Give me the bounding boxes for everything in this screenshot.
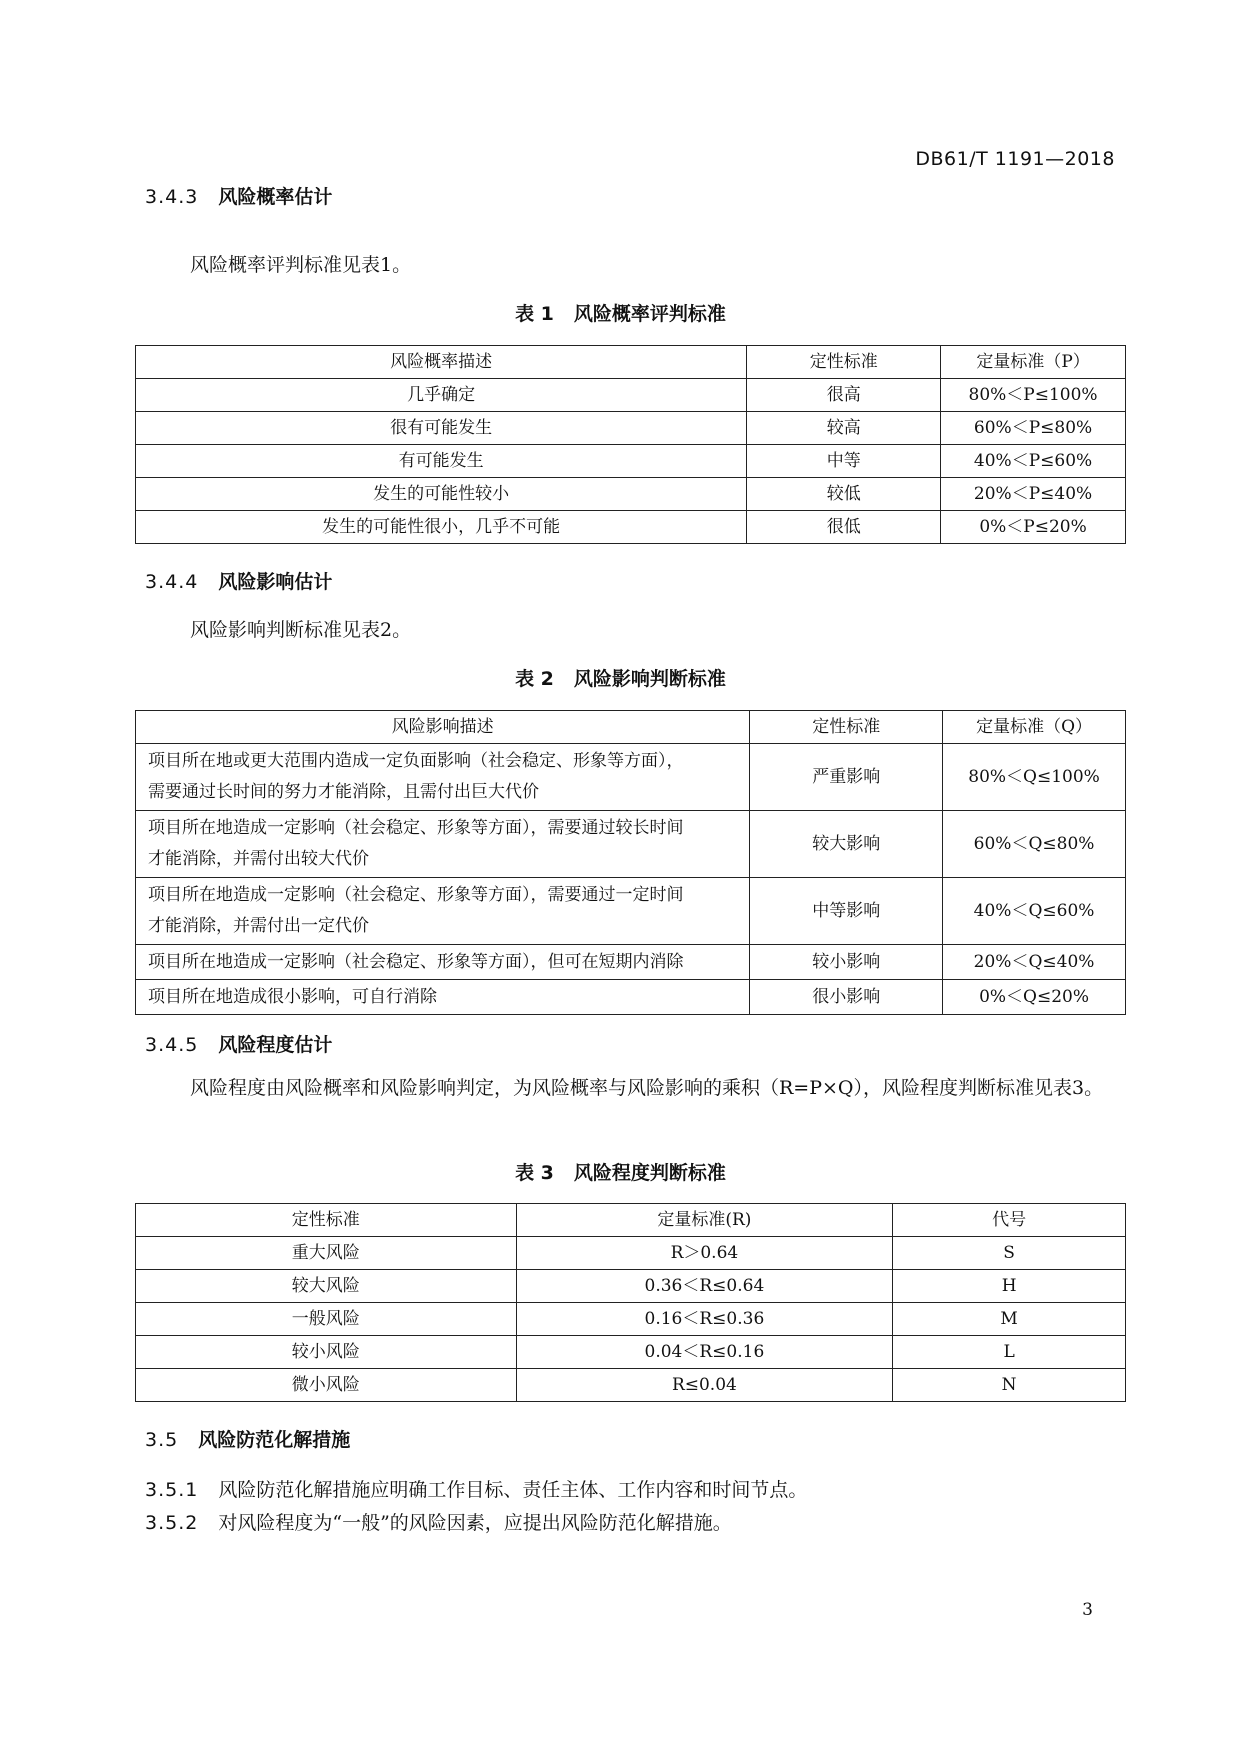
cell-line: 项目所在地或更大范围内造成一定负面影响（社会稳定、形象等方面）， <box>148 751 684 771</box>
table-2-impact <box>135 710 1126 1015</box>
table-cell <box>136 744 750 811</box>
cell-line: 项目所在地造成一定影响（社会稳定、形象等方面），需要通过一定时间 <box>148 885 684 905</box>
column-header: 定性标准 <box>136 1204 517 1237</box>
table-cell: 20%＜P≤40% <box>941 478 1126 511</box>
table-cell: R≤0.04 <box>516 1369 893 1402</box>
table-row <box>136 1336 1126 1369</box>
cell-line: 才能消除，并需付出较大代价 <box>148 849 369 869</box>
cell-line: 项目所在地造成一定影响（社会稳定、形象等方面），需要通过较长时间 <box>148 818 684 838</box>
table-cell: 很低 <box>747 511 941 544</box>
table-row <box>136 878 1126 945</box>
table-cell: 较小影响 <box>750 945 943 980</box>
table-row <box>136 412 1126 445</box>
clause-3-5-1 <box>145 1475 807 1502</box>
table-cell: H <box>893 1270 1126 1303</box>
table-row <box>136 945 1126 980</box>
table-cell: 较高 <box>747 412 941 445</box>
column-header: 风险概率描述 <box>136 346 747 379</box>
section-number: 3.5 <box>145 1429 179 1451</box>
table-3-caption <box>0 1158 1241 1185</box>
column-header: 定性标准 <box>747 346 941 379</box>
table-cell: 0.04＜R≤0.16 <box>516 1336 893 1369</box>
table-cell: 微小风险 <box>136 1369 517 1402</box>
paragraph-3-4-3: 风险概率评判标准见表1。 <box>190 254 412 276</box>
table-cell: 60%＜Q≤80% <box>943 811 1126 878</box>
table-header-row <box>136 1204 1126 1237</box>
table-row <box>136 1270 1126 1303</box>
table-cell: 很小影响 <box>750 980 943 1015</box>
table-cell: 较大风险 <box>136 1270 517 1303</box>
clause-number: 3.5.2 <box>145 1512 199 1534</box>
clause-text: 风险防范化解措施应明确工作目标、责任主体、工作内容和时间节点。 <box>218 1479 808 1501</box>
caption-number: 表 2 <box>515 668 554 690</box>
section-heading-3-4-3 <box>145 182 332 209</box>
table-row <box>136 478 1126 511</box>
table-cell: L <box>893 1336 1126 1369</box>
column-header: 风险影响描述 <box>136 711 750 744</box>
clause-3-5-2 <box>145 1508 732 1535</box>
column-header: 定量标准(R) <box>516 1204 893 1237</box>
table-cell: 发生的可能性较小 <box>136 478 747 511</box>
table-cell: 项目所在地造成很小影响，可自行消除 <box>136 980 750 1015</box>
table-cell: 项目所在地造成一定影响（社会稳定、形象等方面），但可在短期内消除 <box>136 945 750 980</box>
section-number: 3.4.5 <box>145 1034 199 1056</box>
table-header-row <box>136 346 1126 379</box>
table-row <box>136 445 1126 478</box>
table-row <box>136 511 1126 544</box>
table-cell: 一般风险 <box>136 1303 517 1336</box>
table-row <box>136 980 1126 1015</box>
document-number: DB61/T 1191—2018 <box>915 148 1115 170</box>
table-cell: 发生的可能性很小，几乎不可能 <box>136 511 747 544</box>
table-cell: 0%＜Q≤20% <box>943 980 1126 1015</box>
table-cell: 40%＜Q≤60% <box>943 878 1126 945</box>
paragraph-3-4-5: 风险程度由风险概率和风险影响判定，为风险概率与风险影响的乘积（R=P×Q），风险程度判断标准见表3。 <box>190 1077 1104 1099</box>
table-row <box>136 1237 1126 1270</box>
table-cell <box>136 878 750 945</box>
caption-title: 风险影响判断标准 <box>573 668 726 690</box>
table-2-caption <box>0 664 1241 691</box>
table-cell: 20%＜Q≤40% <box>943 945 1126 980</box>
table-cell: R＞0.64 <box>516 1237 893 1270</box>
caption-number: 表 3 <box>515 1162 554 1184</box>
caption-title: 风险程度判断标准 <box>573 1162 726 1184</box>
paragraph-3-4-4: 风险影响判断标准见表2。 <box>190 619 412 641</box>
table-header-row <box>136 711 1126 744</box>
section-title: 风险概率估计 <box>218 186 333 208</box>
table-cell: M <box>893 1303 1126 1336</box>
table-cell: 中等 <box>747 445 941 478</box>
table-row <box>136 744 1126 811</box>
table-cell: 很高 <box>747 379 941 412</box>
cell-line: 才能消除，并需付出一定代价 <box>148 916 369 936</box>
cell-line: 需要通过长时间的努力才能消除，且需付出巨大代价 <box>148 782 539 802</box>
clause-number: 3.5.1 <box>145 1479 199 1501</box>
column-header: 代号 <box>893 1204 1126 1237</box>
table-3-risk-level <box>135 1203 1126 1402</box>
table-cell <box>136 811 750 878</box>
table-cell: 较大影响 <box>750 811 943 878</box>
table-cell: 较低 <box>747 478 941 511</box>
table-cell: 40%＜P≤60% <box>941 445 1126 478</box>
table-row <box>136 811 1126 878</box>
table-cell: 80%＜P≤100% <box>941 379 1126 412</box>
table-cell: 0.16＜R≤0.36 <box>516 1303 893 1336</box>
table-cell: 重大风险 <box>136 1237 517 1270</box>
section-title: 风险影响估计 <box>218 571 333 593</box>
caption-title: 风险概率评判标准 <box>573 303 726 325</box>
table-cell: N <box>893 1369 1126 1402</box>
column-header: 定量标准（Q） <box>943 711 1126 744</box>
table-cell: 有可能发生 <box>136 445 747 478</box>
clause-text: 对风险程度为“一般”的风险因素，应提出风险防范化解措施。 <box>218 1512 732 1534</box>
table-1-probability <box>135 345 1126 544</box>
table-row <box>136 1369 1126 1402</box>
table-cell: 中等影响 <box>750 878 943 945</box>
section-heading-3-4-5 <box>145 1030 332 1057</box>
table-cell: 几乎确定 <box>136 379 747 412</box>
table-cell: 80%＜Q≤100% <box>943 744 1126 811</box>
table-1-caption <box>0 299 1241 326</box>
table-cell: S <box>893 1237 1126 1270</box>
section-number: 3.4.4 <box>145 571 199 593</box>
table-cell: 较小风险 <box>136 1336 517 1369</box>
section-title: 风险防范化解措施 <box>198 1429 351 1451</box>
table-row <box>136 1303 1126 1336</box>
table-cell: 0%＜P≤20% <box>941 511 1126 544</box>
section-heading-3-4-4 <box>145 567 332 594</box>
table-cell: 60%＜P≤80% <box>941 412 1126 445</box>
table-row <box>136 379 1126 412</box>
caption-number: 表 1 <box>515 303 554 325</box>
section-number: 3.4.3 <box>145 186 199 208</box>
section-heading-3-5 <box>145 1425 350 1452</box>
table-cell: 严重影响 <box>750 744 943 811</box>
column-header: 定性标准 <box>750 711 943 744</box>
table-cell: 很有可能发生 <box>136 412 747 445</box>
section-title: 风险程度估计 <box>218 1034 333 1056</box>
page-number: 3 <box>1082 1600 1093 1620</box>
table-cell: 0.36＜R≤0.64 <box>516 1270 893 1303</box>
column-header: 定量标准（P） <box>941 346 1126 379</box>
